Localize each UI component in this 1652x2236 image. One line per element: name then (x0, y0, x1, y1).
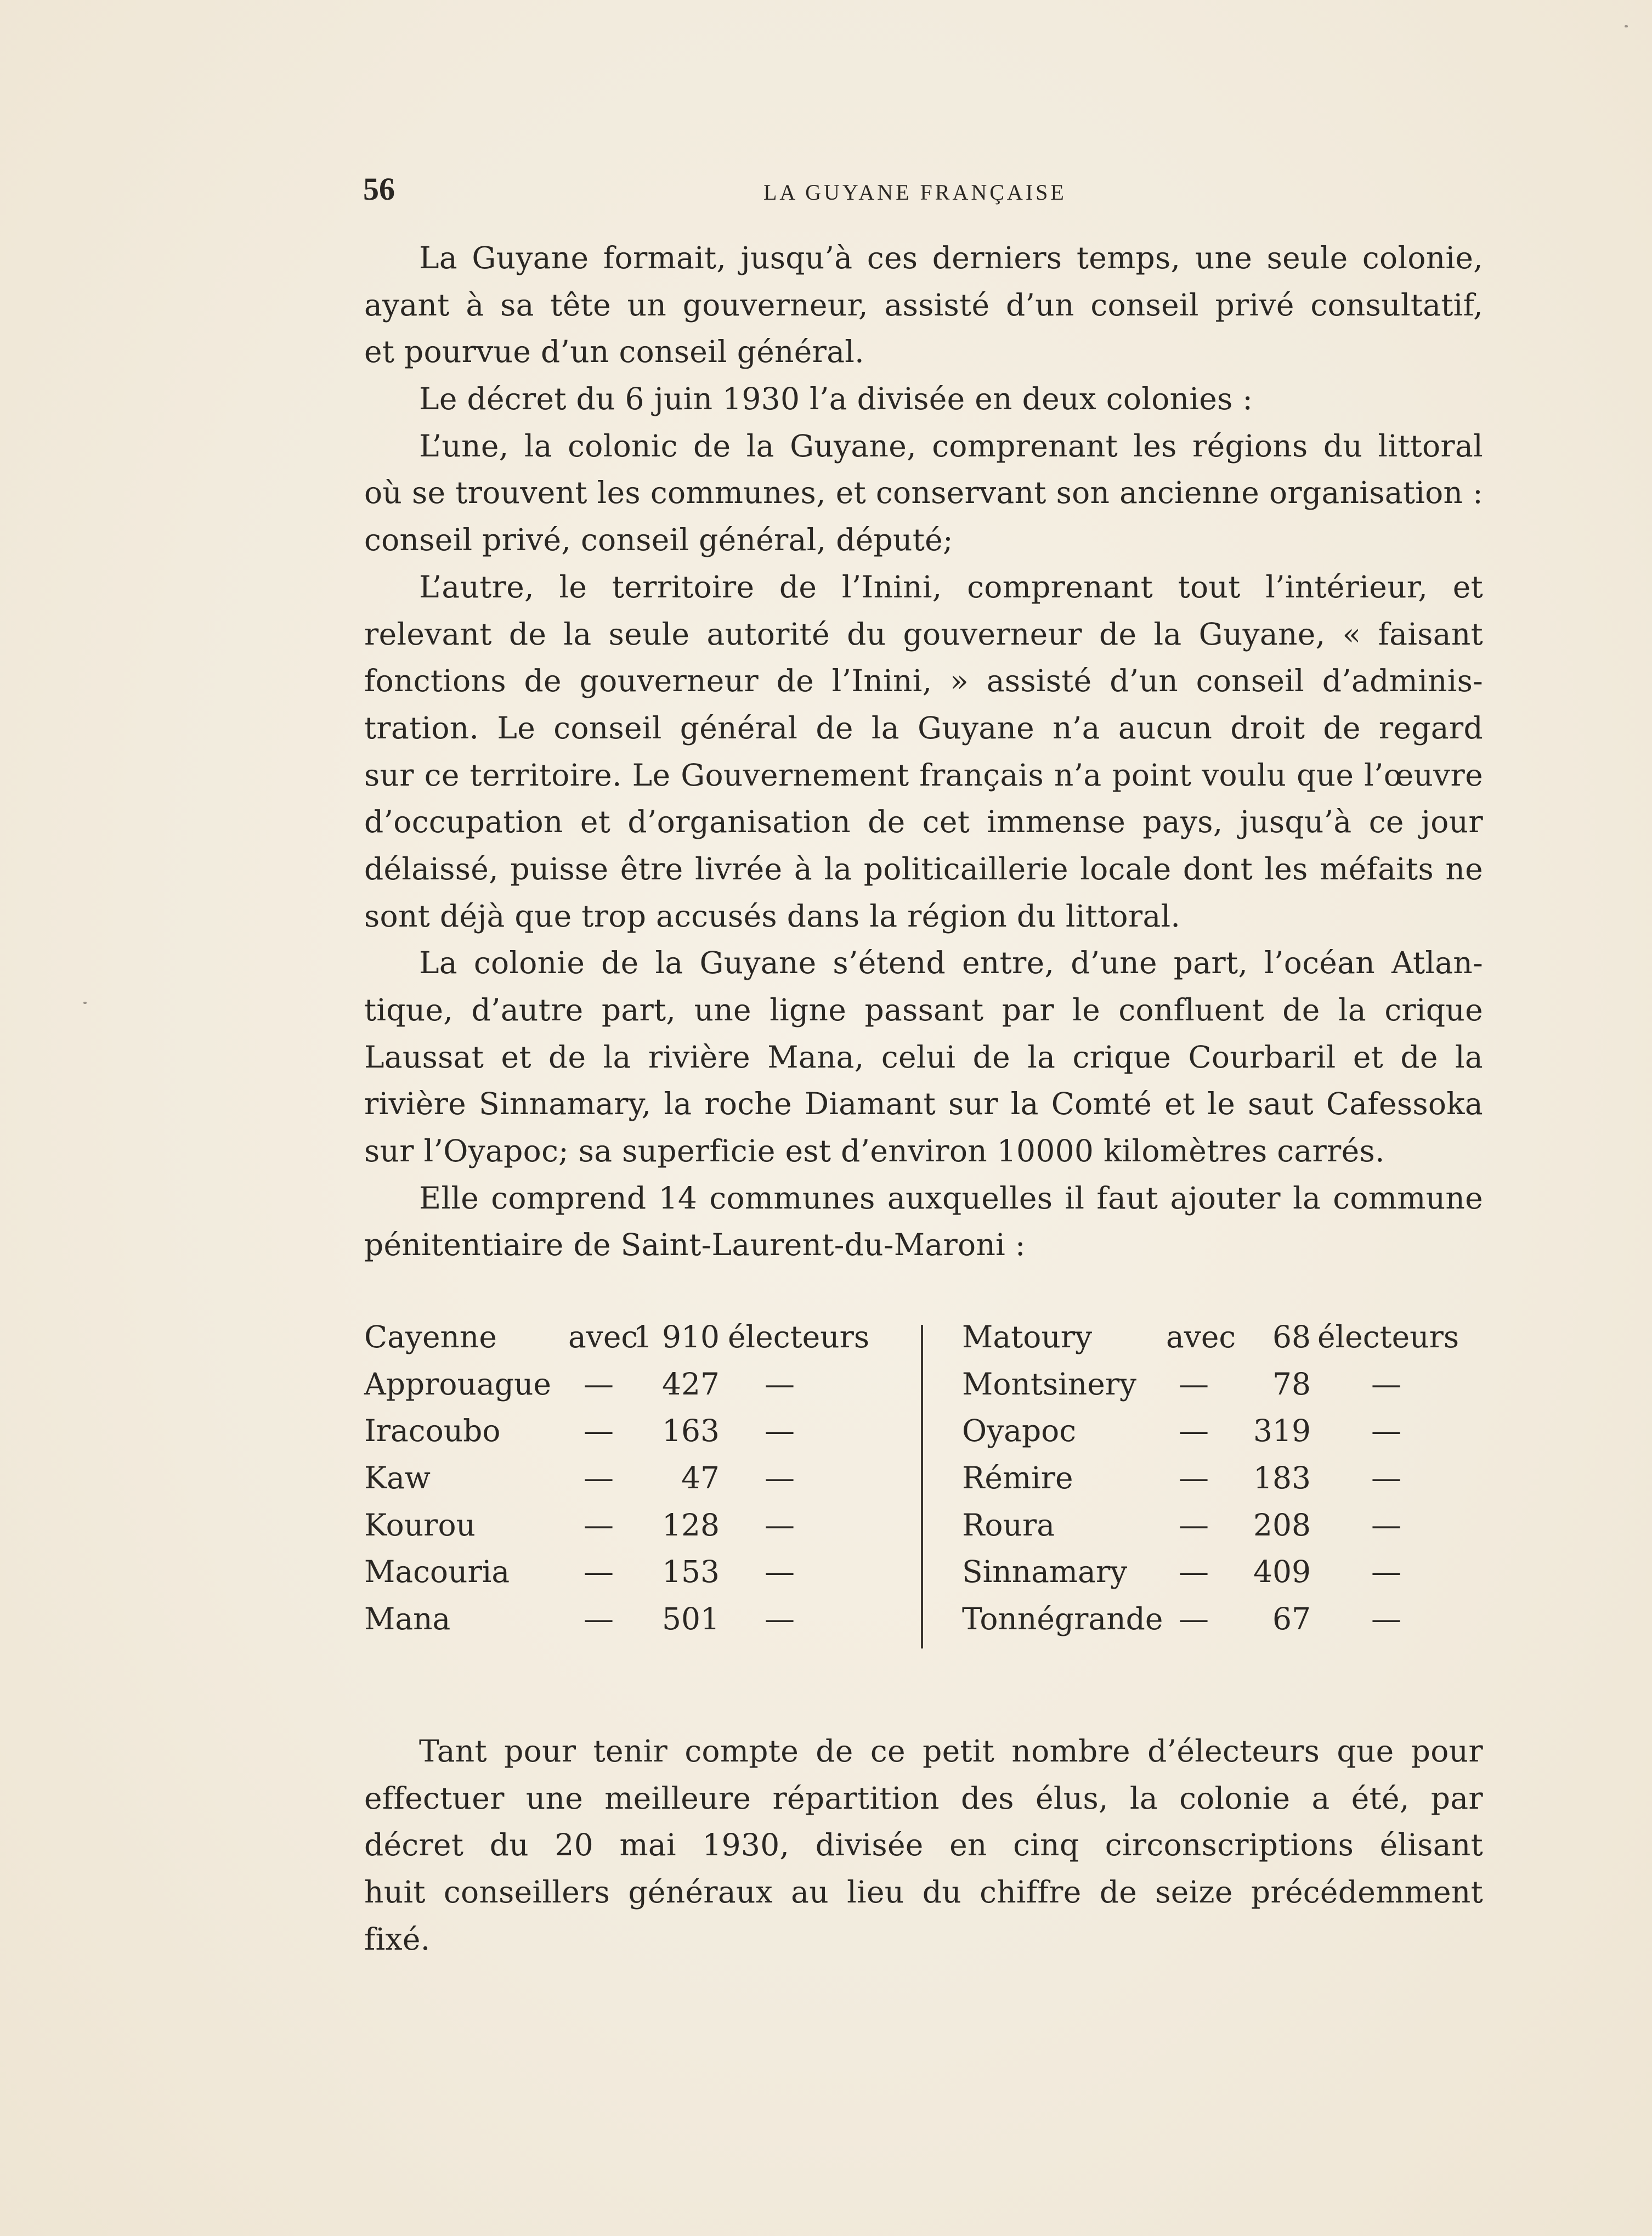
table-row (364, 1502, 913, 1549)
connector: — (1179, 1507, 1209, 1543)
elector-count: 153 (662, 1554, 720, 1590)
text-line: fonctions de gouverneur de l’Inini, » assisté d’un conseil d’adminis- (364, 663, 1483, 699)
table-row (364, 1549, 913, 1596)
table-row (364, 1455, 913, 1502)
text-line: Tant pour tenir compte de ce petit nombre d’électeurs que pour (419, 1734, 1483, 1769)
text-line: sur ce territoire. Le Gouvernement français n’a point voulu que l’œuvre (364, 757, 1483, 793)
table-column-right (962, 1314, 1489, 1643)
text-line: rivière Sinnamary, la roche Diamant sur la Comté et le saut Cafessoka (364, 1086, 1483, 1122)
connector: avec (568, 1319, 638, 1354)
table-row (962, 1502, 1489, 1549)
column-divider (921, 1325, 923, 1648)
text-line: huit conseillers généraux au lieu du chiffre de seize précédemment (364, 1874, 1483, 1910)
scan-speck (1625, 25, 1628, 27)
commune-name: Kourou (364, 1507, 476, 1543)
text-line: pénitentiaire de Saint-Laurent-du-Maroni : (364, 1227, 1026, 1263)
unit-label: — (765, 1413, 795, 1449)
connector: — (1179, 1366, 1209, 1402)
commune-name: Macouria (364, 1554, 510, 1590)
text-line: effectuer une meilleure répartition des élus, la colonie a été, par (364, 1780, 1483, 1816)
commune-name: Roura (962, 1507, 1055, 1543)
unit-label: — (1371, 1366, 1401, 1402)
commune-name: Montsinery (962, 1366, 1137, 1402)
table-row (962, 1549, 1489, 1596)
text-line: délaissé, puisse être livrée à la politicaillerie locale dont les méfaits ne (364, 851, 1483, 887)
table-row (962, 1408, 1489, 1455)
table-row (962, 1361, 1489, 1408)
elector-count: 67 (1272, 1601, 1311, 1637)
unit-label: — (1371, 1554, 1401, 1590)
table-row (364, 1408, 913, 1455)
unit-label: électeurs (1317, 1319, 1459, 1354)
text-line: où se trouvent les communes, et conservant son ancienne organisation : (364, 475, 1483, 511)
text-line: d’occupation et d’organisation de cet immense pays, jusqu’à ce jour (364, 804, 1483, 840)
table-row (364, 1361, 913, 1408)
unit-label: électeurs (728, 1319, 870, 1354)
text-line: relevant de la seule autorité du gouverneur de la Guyane, « faisant (364, 616, 1483, 652)
text-line: L’autre, le territoire de l’Inini, comprenant tout l’intérieur, et (419, 569, 1483, 605)
commune-name: Kaw (364, 1460, 431, 1496)
connector: — (584, 1366, 614, 1402)
unit-label: — (765, 1601, 795, 1637)
elector-count: 47 (681, 1460, 720, 1496)
unit-label: — (1371, 1413, 1401, 1449)
text-line: La Guyane formait, jusqu’à ces derniers temps, une seule colonie, (419, 240, 1483, 275)
unit-label: — (1371, 1460, 1401, 1496)
commune-name: Tonnégrande (962, 1601, 1163, 1637)
unit-label: — (1371, 1601, 1401, 1637)
table-row (962, 1455, 1489, 1502)
text-line: Le décret du 6 juin 1930 l’a divisée en deux colonies : (419, 381, 1253, 417)
unit-label: — (1371, 1507, 1401, 1543)
text-line: fixé. (364, 1921, 431, 1957)
connector: avec (1166, 1319, 1236, 1354)
connector: — (1179, 1460, 1209, 1496)
commune-name: Matoury (962, 1319, 1093, 1354)
table-column-left (364, 1314, 913, 1643)
commune-name: Approuague (364, 1366, 551, 1402)
connector: — (584, 1413, 614, 1449)
commune-name: Rémire (962, 1460, 1073, 1496)
connector: — (1179, 1554, 1209, 1590)
scan-speck (83, 1002, 87, 1004)
text-line: tique, d’autre part, une ligne passant par le confluent de la crique (364, 992, 1483, 1027)
text-line: L’une, la colonic de la Guyane, comprenant les régions du littoral (419, 428, 1483, 464)
elector-count: 128 (662, 1507, 720, 1543)
text-line: conseil privé, conseil général, député; (364, 522, 953, 558)
connector: — (584, 1507, 614, 1543)
unit-label: — (765, 1366, 795, 1402)
text-line: sur l’Oyapoc; sa superficie est d’environ 10000 kilomètres carrés. (364, 1133, 1385, 1169)
connector: — (1179, 1601, 1209, 1637)
connector: — (584, 1460, 614, 1496)
commune-name: Iracoubo (364, 1413, 501, 1449)
text-line: décret du 20 mai 1930, divisée en cinq circonscriptions élisant (364, 1827, 1483, 1863)
text-line: La colonie de la Guyane s’étend entre, d’une part, l’océan Atlan- (419, 945, 1483, 981)
connector: — (584, 1554, 614, 1590)
unit-label: — (765, 1507, 795, 1543)
elector-count: 409 (1253, 1554, 1311, 1590)
elector-count: 427 (662, 1366, 720, 1402)
commune-name: Cayenne (364, 1319, 497, 1354)
connector: — (1179, 1413, 1209, 1449)
elector-count: 208 (1253, 1507, 1311, 1543)
elector-count: 183 (1253, 1460, 1311, 1496)
table-row (364, 1314, 913, 1361)
elector-count: 163 (662, 1413, 720, 1449)
running-title: LA GUYANE FRANÇAISE (763, 180, 1067, 205)
page-header (363, 167, 1482, 211)
text-line: tration. Le conseil général de la Guyane n’a aucun droit de regard (364, 710, 1483, 746)
connector: — (584, 1601, 614, 1637)
unit-label: — (765, 1460, 795, 1496)
elector-count: 319 (1253, 1413, 1311, 1449)
unit-label: — (765, 1554, 795, 1590)
text-line: ayant à sa tête un gouverneur, assisté d’un conseil privé consultatif, (364, 287, 1483, 323)
table-row (962, 1314, 1489, 1361)
elector-count: 68 (1272, 1319, 1311, 1354)
elector-count: 1 910 (633, 1319, 720, 1354)
commune-name: Sinnamary (962, 1554, 1128, 1590)
commune-name: Mana (364, 1601, 451, 1637)
closing-paragraph (364, 1728, 1483, 1963)
table-row (364, 1596, 913, 1643)
elector-count: 501 (662, 1601, 720, 1637)
text-line: Laussat et de la rivière Mana, celui de la crique Courbaril et de la (364, 1039, 1483, 1075)
text-line: sont déjà que trop accusés dans la région du littoral. (364, 898, 1181, 934)
page-number: 56 (363, 171, 395, 207)
text-line: et pourvue d’un conseil général. (364, 334, 864, 370)
body-text (364, 235, 1483, 1269)
text-line: Elle comprend 14 communes auxquelles il faut ajouter la commune (419, 1180, 1483, 1216)
table-row (962, 1596, 1489, 1643)
communes-electors-table (364, 1314, 1483, 1654)
elector-count: 78 (1272, 1366, 1311, 1402)
commune-name: Oyapoc (962, 1413, 1077, 1449)
